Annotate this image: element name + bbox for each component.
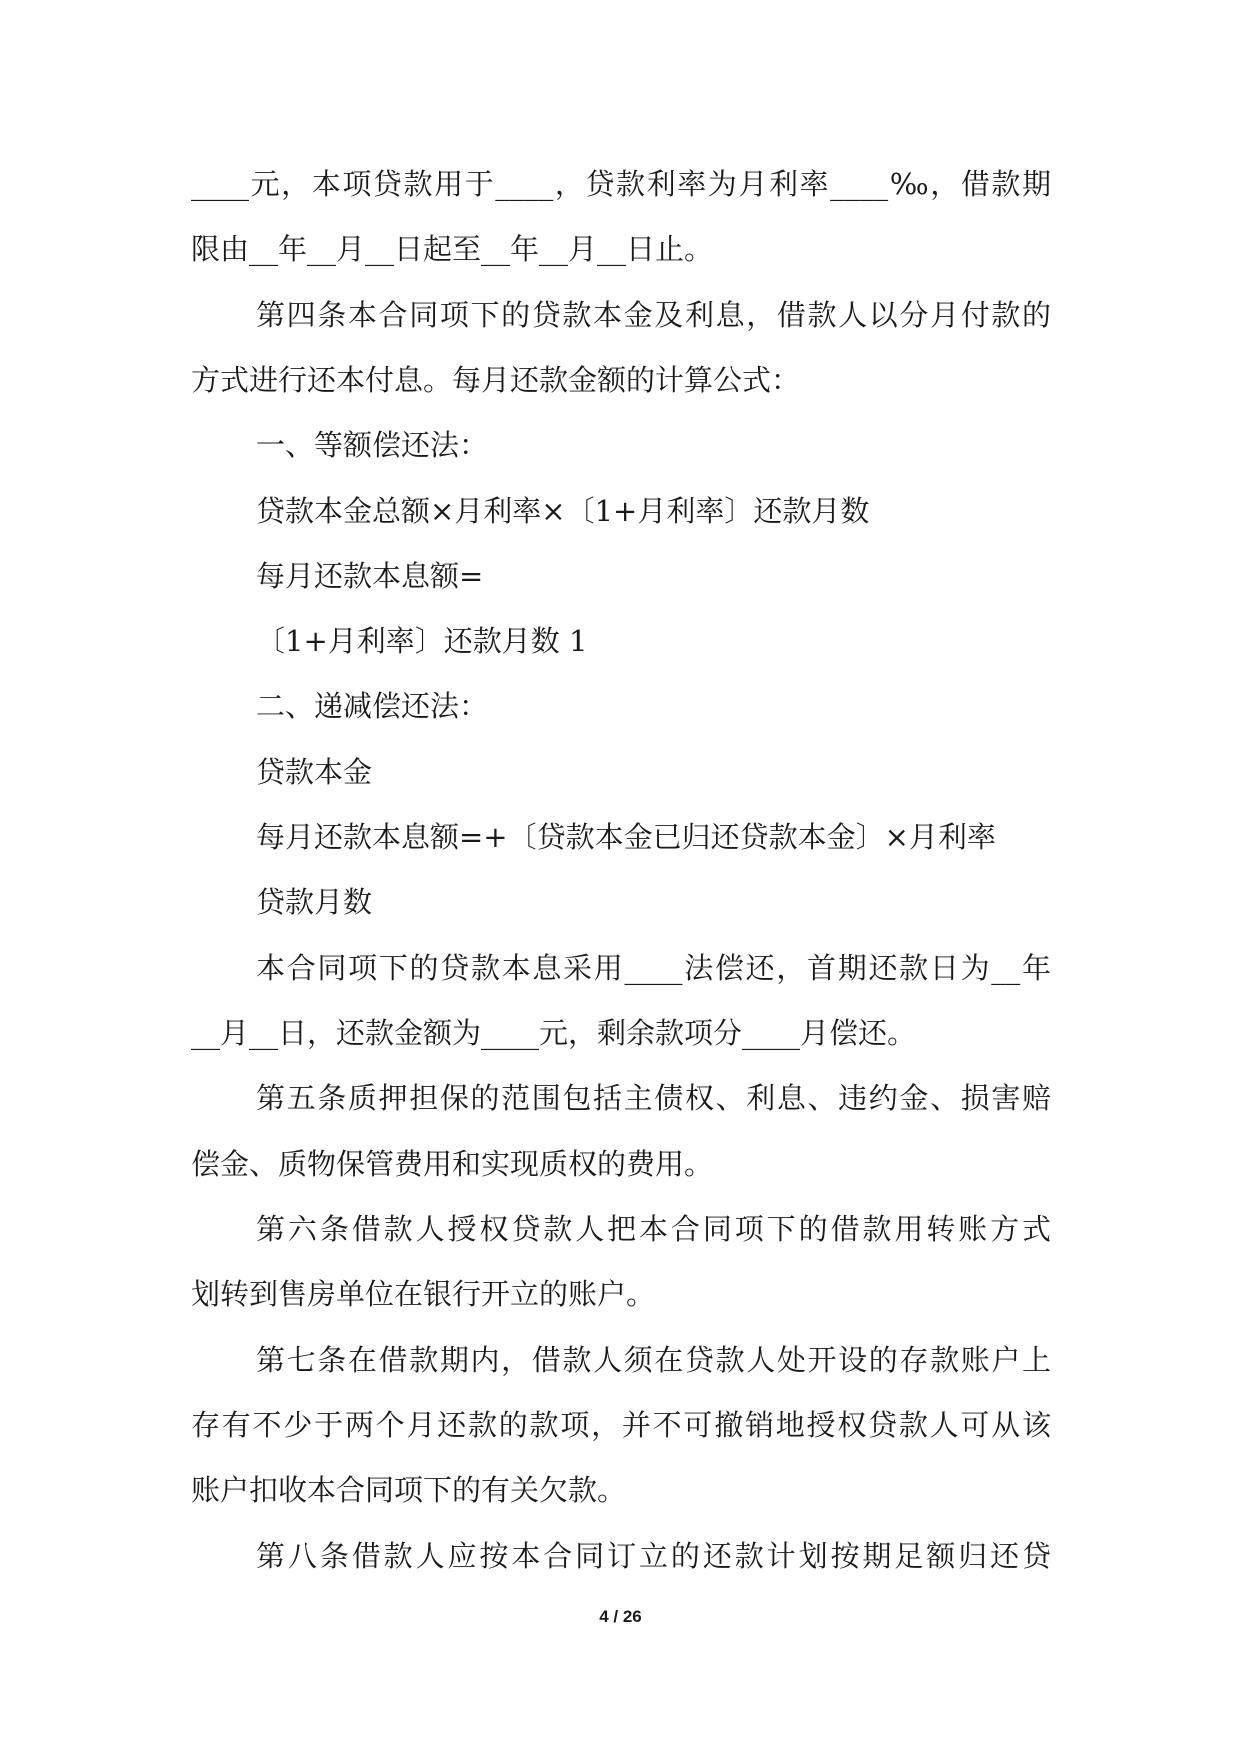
text-line: 〔1+月利率〕还款月数 1	[256, 624, 588, 658]
text-line: 贷款月数	[256, 885, 373, 919]
text-line: 每月还款本息额=+〔贷款本金已归还贷款本金〕×月利率	[256, 820, 996, 854]
text-line: 贷款本金	[256, 755, 373, 789]
text-line: 第六条借款人授权贷款人把本合同项下的借款用转账方式	[256, 1212, 1051, 1246]
text-line: 第五条质押担保的范围包括主债权、利息、违约金、损害赔	[256, 1081, 1051, 1115]
text-line: 账户扣收本合同项下的有关欠款。	[191, 1473, 627, 1507]
text-line: 方式进行还本付息。每月还款金额的计算公式：	[191, 363, 801, 397]
text-line: 每月还款本息额=	[256, 559, 484, 593]
text-line: 二、递减偿还法：	[256, 689, 489, 723]
text-line: 第八条借款人应按本合同订立的还款计划按期足额归还贷	[256, 1539, 1051, 1573]
text-line: 贷款本金总额×月利率×〔1+月利率〕还款月数	[256, 494, 870, 528]
text-line: 划转到售房单位在银行开立的账户。	[191, 1277, 656, 1311]
text-line: 存有不少于两个月还款的款项，并不可撤销地授权贷款人可从该	[191, 1408, 1051, 1442]
text-line: ____元，本项贷款用于____，贷款利率为月利率____‰，借款期	[191, 167, 1051, 201]
page-number: 4 / 26	[599, 1607, 642, 1626]
text-line: 一、等额偿还法：	[256, 428, 489, 462]
text-line: 偿金、质物保管费用和实现质权的费用。	[191, 1147, 714, 1181]
text-line: 限由__年__月__日起至__年__月__日止。	[191, 232, 714, 266]
text-line: __月__日，还款金额为____元，剩余款项分____月偿还。	[191, 1016, 917, 1050]
text-line: 第七条在借款期内，借款人须在贷款人处开设的存款账户上	[256, 1343, 1051, 1377]
text-line: 第四条本合同项下的贷款本金及利息，借款人以分月付款的	[256, 298, 1051, 332]
text-line: 本合同项下的贷款本息采用____法偿还，首期还款日为__年	[256, 951, 1051, 985]
